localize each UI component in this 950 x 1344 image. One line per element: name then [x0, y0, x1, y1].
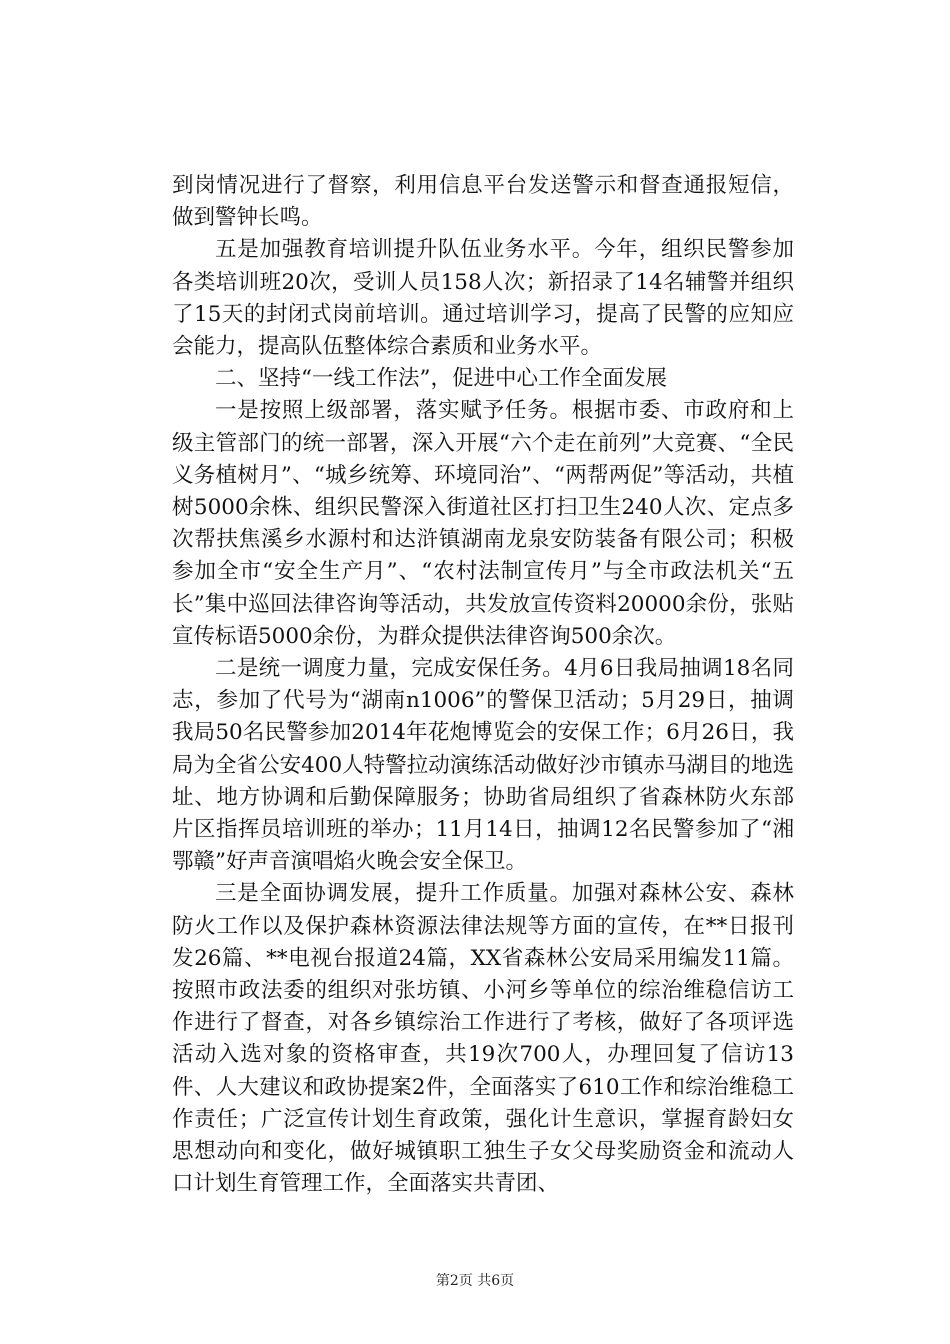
paragraph-3: 一是按照上级部署，落实赋予任务。根据市委、市政府和上级主管部门的统一部署，深入开展“六个走在前列”大竞赛、“全民义务植树月”、“城乡统筹、环境同治”、“两帮两促”等活动，共植树5000余株、组织民警深入街道社区打扫卫生240人次、定点多次帮扶焦溪乡水源村和达浒镇湖南龙泉安防装备有限公司；积极参加全市“安全生产月”、“农村法制宣传月”与全市政法机关“五长”集中巡回法律咨询等活动，共发放宣传资料20000余份，张贴宣传标语5000余份，为群众提供法律咨询500余次。 — [172, 398, 794, 649]
paragraph-5: 三是全面协调发展，提升工作质量。加强对森林公安、森林防火工作以及保护森林资源法律法规等方面的宣传，在**日报刊发26篇、**电视台报道24篇，XX省森林公安局采用编发11篇。按照市政法委的组织对张坊镇、小河乡等单位的综治维稳信访工作进行了督查，对各乡镇综治工作进行了考核，做好了各项评选活动入选对象的资格审查，共19次700人，办理回复了信访13件、人大建议和政协提案2件，全面落实了610工作和综治维稳工作责任；广泛宣传计划生育政策，强化计生意识，掌握育龄妇女思想动向和变化，做好城镇职工独生子女父母奖励资金和流动人口计划生育管理工作，全面落实共青团、 — [172, 881, 794, 1197]
paragraph-2: 五是加强教育培训提升队伍业务水平。今年，组织民警参加各类培训班20次，受训人员158人次；新招录了14名辅警并组织了15天的封闭式岗前培训。通过培训学习，提高了民警的应知应会能力，提高队伍整体综合素质和业务水平。 — [172, 237, 794, 360]
paragraph-1: 到岗情况进行了督察，利用信息平台发送警示和督查通报短信，做到警钟长鸣。 — [172, 173, 794, 231]
page-number-footer: 第2页 共6页 — [435, 1273, 515, 1289]
section-heading: 二、坚持“一线工作法”，促进中心工作全面发展 — [215, 366, 667, 392]
document-body — [172, 170, 794, 1201]
paragraph-4: 二是统一调度力量，完成安保任务。4月6日我局抽调18名同志，参加了代号为“湖南n1006”的警保卫活动；5月29日，抽调我局50名民警参加2014年花炮博览会的安保工作；6月26日，我局为全省公安400人特警拉动演练活动做好沙市镇赤马湖目的地选址、地方协调和后勤保障服务；协助省局组织了省森林防火东部片区指挥员培训班的举办；11月14日，抽调12名民警参加了“湘鄂赣”好声音演唱焰火晚会安全保卫。 — [172, 656, 794, 875]
